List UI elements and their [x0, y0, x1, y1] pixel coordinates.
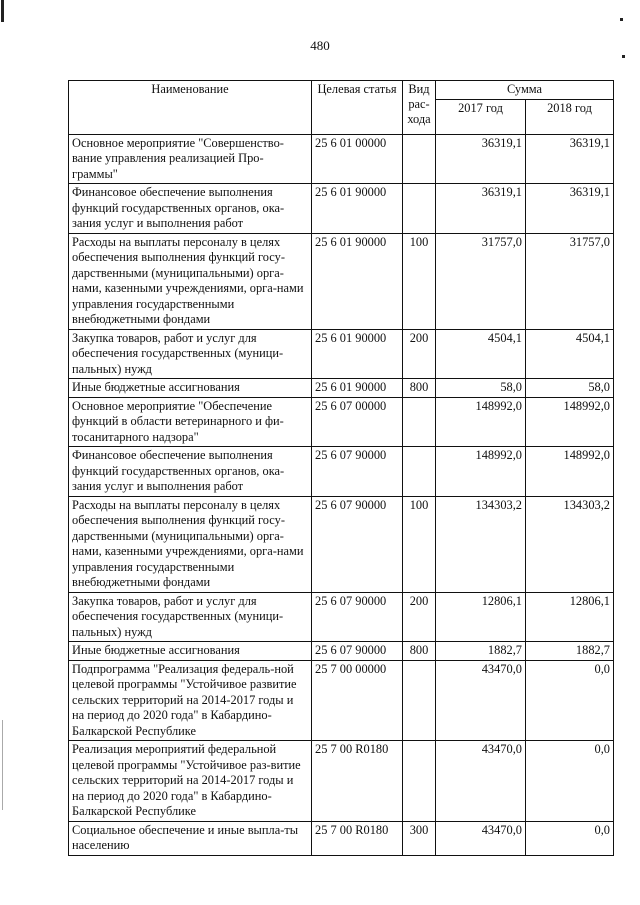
row-code: 25 7 00 00000 — [312, 660, 403, 741]
row-name: Расходы на выплаты персоналу в целях обеспечения выполнения функций госу-дарственными (муниципальными) орга-нами, казенными учреждениями, орга-нами управления государственными внебюджетными фондами — [69, 233, 312, 329]
page-number: 480 — [310, 38, 330, 53]
row-code: 25 6 07 90000 — [312, 592, 403, 642]
row-sum-2017: 58,0 — [436, 379, 526, 398]
table-row — [69, 821, 614, 855]
row-type — [403, 184, 436, 234]
scan-edge-mark — [1, 0, 4, 22]
row-type: 200 — [403, 592, 436, 642]
row-name: Закупка товаров, работ и услуг для обеспечения государственных (муници-пальных) нужд — [69, 329, 312, 379]
row-sum-2018: 58,0 — [526, 379, 614, 398]
scan-edge-line — [2, 720, 3, 810]
row-sum-2017: 43470,0 — [436, 660, 526, 741]
header-year-2018: 2018 год — [526, 99, 614, 134]
row-code: 25 6 01 90000 — [312, 184, 403, 234]
row-name: Иные бюджетные ассигнования — [69, 642, 312, 661]
row-type — [403, 397, 436, 447]
row-type: 300 — [403, 821, 436, 855]
row-type — [403, 741, 436, 822]
row-sum-2018: 134303,2 — [526, 496, 614, 592]
row-code: 25 6 01 90000 — [312, 329, 403, 379]
row-type: 800 — [403, 642, 436, 661]
row-name: Социальное обеспечение и иные выпла-ты населению — [69, 821, 312, 855]
row-code: 25 6 01 90000 — [312, 379, 403, 398]
row-code: 25 6 01 00000 — [312, 134, 403, 184]
row-name: Реализация мероприятий федеральной целевой программы "Устойчивое раз-витие сельских территорий на 2014-2017 годы и на период до 2020 года" в Кабардино-Балкарской Республике — [69, 741, 312, 822]
row-name: Расходы на выплаты персоналу в целях обеспечения выполнения функций госу-дарственными (муниципальными) орга-нами, казенными учреждениями, орга-нами управления государственными внебюджетными фондами — [69, 496, 312, 592]
row-type: 100 — [403, 496, 436, 592]
row-name: Подпрограмма "Реализация федераль-ной целевой программы "Устойчивое развитие сельских территорий на 2014-2017 годы и на период до 2020 года" в Кабардино-Балкарской Республике — [69, 660, 312, 741]
row-sum-2017: 148992,0 — [436, 397, 526, 447]
row-name: Финансовое обеспечение выполнения функций государственных органов, ока-зания услуг и выполнения работ — [69, 184, 312, 234]
table-row — [69, 184, 614, 234]
table-row — [69, 134, 614, 184]
row-sum-2018: 12806,1 — [526, 592, 614, 642]
row-code: 25 7 00 R0180 — [312, 741, 403, 822]
row-sum-2017: 134303,2 — [436, 496, 526, 592]
row-code: 25 6 07 90000 — [312, 447, 403, 497]
row-name: Основное мероприятие "Обеспечение функций в области ветеринарного и фи-тосанитарного надзора" — [69, 397, 312, 447]
row-type: 100 — [403, 233, 436, 329]
row-code: 25 7 00 R0180 — [312, 821, 403, 855]
table-row — [69, 592, 614, 642]
header-type: Вид рас-хода — [403, 81, 436, 135]
row-sum-2017: 36319,1 — [436, 134, 526, 184]
row-sum-2017: 148992,0 — [436, 447, 526, 497]
row-type: 200 — [403, 329, 436, 379]
row-sum-2017: 43470,0 — [436, 821, 526, 855]
row-sum-2017: 31757,0 — [436, 233, 526, 329]
row-type — [403, 134, 436, 184]
table-row — [69, 741, 614, 822]
row-sum-2018: 148992,0 — [526, 447, 614, 497]
row-sum-2017: 1882,7 — [436, 642, 526, 661]
budget-table — [68, 80, 614, 856]
table-row — [69, 379, 614, 398]
header-sum: Сумма — [436, 81, 614, 100]
table-row — [69, 447, 614, 497]
row-code: 25 6 07 00000 — [312, 397, 403, 447]
row-name: Иные бюджетные ассигнования — [69, 379, 312, 398]
row-name: Финансовое обеспечение выполнения функций государственных органов, ока-зания услуг и выполнения работ — [69, 447, 312, 497]
row-type: 800 — [403, 379, 436, 398]
table-row — [69, 233, 614, 329]
row-sum-2018: 4504,1 — [526, 329, 614, 379]
row-sum-2017: 36319,1 — [436, 184, 526, 234]
row-sum-2018: 31757,0 — [526, 233, 614, 329]
row-type — [403, 447, 436, 497]
row-sum-2017: 12806,1 — [436, 592, 526, 642]
header-name: Наименование — [69, 81, 312, 135]
row-code: 25 6 07 90000 — [312, 642, 403, 661]
row-type — [403, 660, 436, 741]
header-year-2017: 2017 год — [436, 99, 526, 134]
table-row — [69, 660, 614, 741]
table-row — [69, 496, 614, 592]
row-code: 25 6 01 90000 — [312, 233, 403, 329]
scan-dot-mark — [620, 18, 623, 21]
row-sum-2018: 36319,1 — [526, 184, 614, 234]
table-row — [69, 397, 614, 447]
row-sum-2018: 0,0 — [526, 741, 614, 822]
header-code: Целевая статья — [312, 81, 403, 135]
row-sum-2018: 36319,1 — [526, 134, 614, 184]
header-row — [69, 81, 614, 100]
row-sum-2018: 148992,0 — [526, 397, 614, 447]
row-sum-2017: 43470,0 — [436, 741, 526, 822]
row-name: Закупка товаров, работ и услуг для обеспечения государственных (муници-пальных) нужд — [69, 592, 312, 642]
row-name: Основное мероприятие "Совершенство-вание управления реализацией Про-граммы" — [69, 134, 312, 184]
row-code: 25 6 07 90000 — [312, 496, 403, 592]
row-sum-2018: 0,0 — [526, 660, 614, 741]
table-row — [69, 329, 614, 379]
row-sum-2017: 4504,1 — [436, 329, 526, 379]
row-sum-2018: 0,0 — [526, 821, 614, 855]
table-row — [69, 642, 614, 661]
scan-dot-mark — [622, 55, 625, 58]
row-sum-2018: 1882,7 — [526, 642, 614, 661]
